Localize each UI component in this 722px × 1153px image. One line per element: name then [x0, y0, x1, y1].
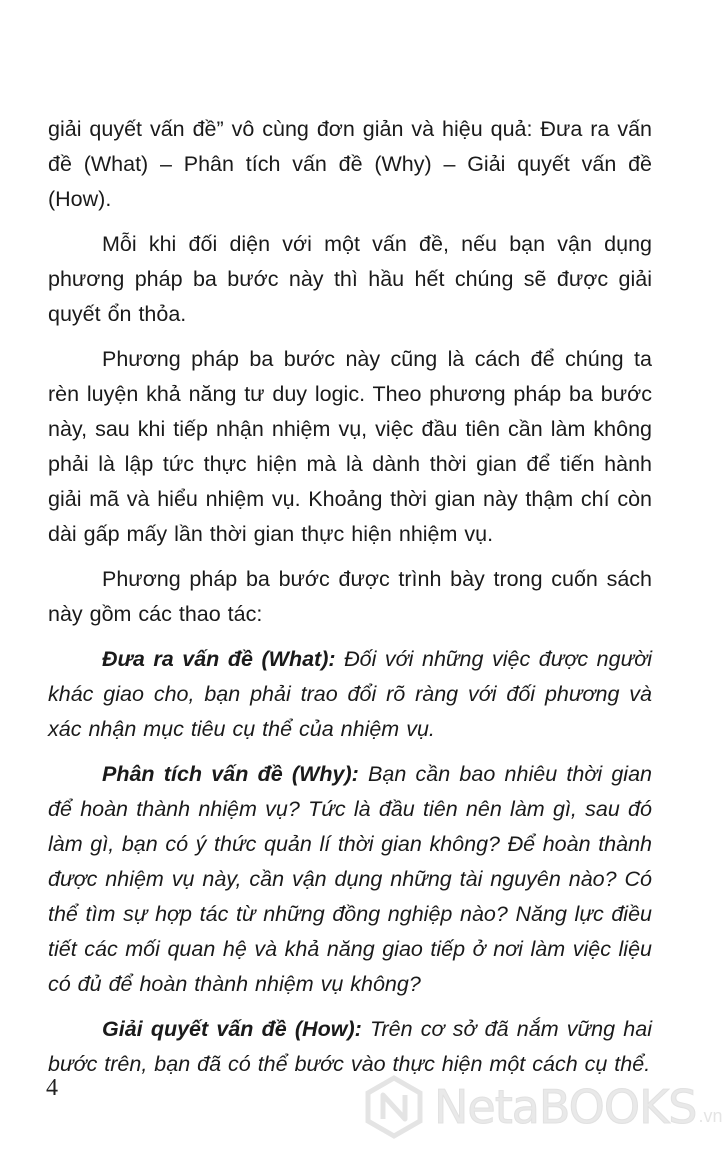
text-line: bước trên, bạn đã có thể bước vào thực hiện một cách cụ thể. [48, 1052, 651, 1076]
text-line: giải quyết vấn đề” vô cùng đơn giản và hiệu quả: Đưa ra vấn [48, 117, 652, 141]
body-paragraph [48, 342, 652, 552]
text-line: quyết ổn thỏa. [48, 302, 187, 326]
watermark-text: NetaBOOKS [434, 1080, 697, 1134]
text-line: sự hợp tác từ những đồng nghiệp nào? Năng lực điều tiết các [48, 902, 652, 961]
definition-term: Giải quyết vấn đề (How): [102, 1017, 362, 1041]
text-line: nhận mục tiêu cụ thể của nhiệm vụ. [88, 717, 435, 741]
text-line: gì, bạn có ý thức quản lí thời gian không? Để hoàn thành được [48, 832, 652, 891]
watermark-suffix: .vn [698, 1106, 722, 1126]
text-line: sau khi tiếp nhận nhiệm vụ, việc đầu tiên cần làm không phải [48, 417, 652, 476]
body-paragraph [48, 112, 652, 217]
text-line: là lập tức thực hiện mà là dành thời gian để tiến hành giải mã [48, 452, 652, 511]
text-line: phương pháp ba bước này thì hầu hết chúng sẽ được giải [48, 267, 652, 291]
text-line: Bạn cần bao nhiêu thời gian để [48, 762, 653, 821]
text-line: nhiệm vụ này, cần vận dụng những tài nguyên nào? Có thể tìm [48, 867, 652, 926]
definition-term: Đưa ra vấn đề (What): [102, 647, 336, 671]
definition-paragraph [48, 642, 652, 747]
page-number: 4 [46, 1075, 58, 1101]
text-line: Phương pháp ba bước được trình bày trong cuốn sách [102, 567, 652, 591]
text-line: hoàn thành nhiệm vụ? Tức là đầu tiên nên làm gì, sau đó làm [48, 797, 652, 856]
netabooks-logo-icon [364, 1075, 424, 1139]
netabooks-watermark [364, 1075, 722, 1139]
text-line: mối quan hệ và khả năng giao tiếp ở nơi làm việc liệu có đủ để [48, 937, 652, 996]
definition-paragraph [48, 1012, 652, 1082]
text-line: khác giao cho, bạn phải trao đổi rõ ràng với đối phương và xác [48, 682, 652, 741]
text-line: hoàn thành nhiệm vụ không? [139, 972, 421, 996]
text-line: đề (What) – Phân tích vấn đề (Why) – Giải quyết vấn đề (How). [48, 152, 652, 211]
definition-paragraph [48, 757, 652, 1002]
body-paragraph [48, 562, 652, 632]
text-line: Mỗi khi đối diện với một vấn đề, nếu bạn vận dụng [102, 232, 652, 256]
definition-term: Phân tích vấn đề (Why): [102, 762, 359, 786]
text-line: và hiểu nhiệm vụ. Khoảng thời gian này thậm chí còn dài gấp [48, 487, 653, 546]
text-line: Đối với những việc được người [335, 647, 652, 671]
body-paragraph [48, 227, 652, 332]
book-page-body [48, 112, 652, 1092]
text-line: Trên cơ sở đã nắm vững hai [361, 1017, 652, 1041]
text-line: này gồm các thao tác: [48, 602, 263, 626]
text-line: mấy lần thời gian thực hiện nhiệm vụ. [126, 522, 494, 546]
text-line: Phương pháp ba bước này cũng là cách để chúng ta rèn [48, 347, 652, 406]
text-line: luyện khả năng tư duy logic. Theo phương pháp ba bước này, [48, 382, 652, 441]
